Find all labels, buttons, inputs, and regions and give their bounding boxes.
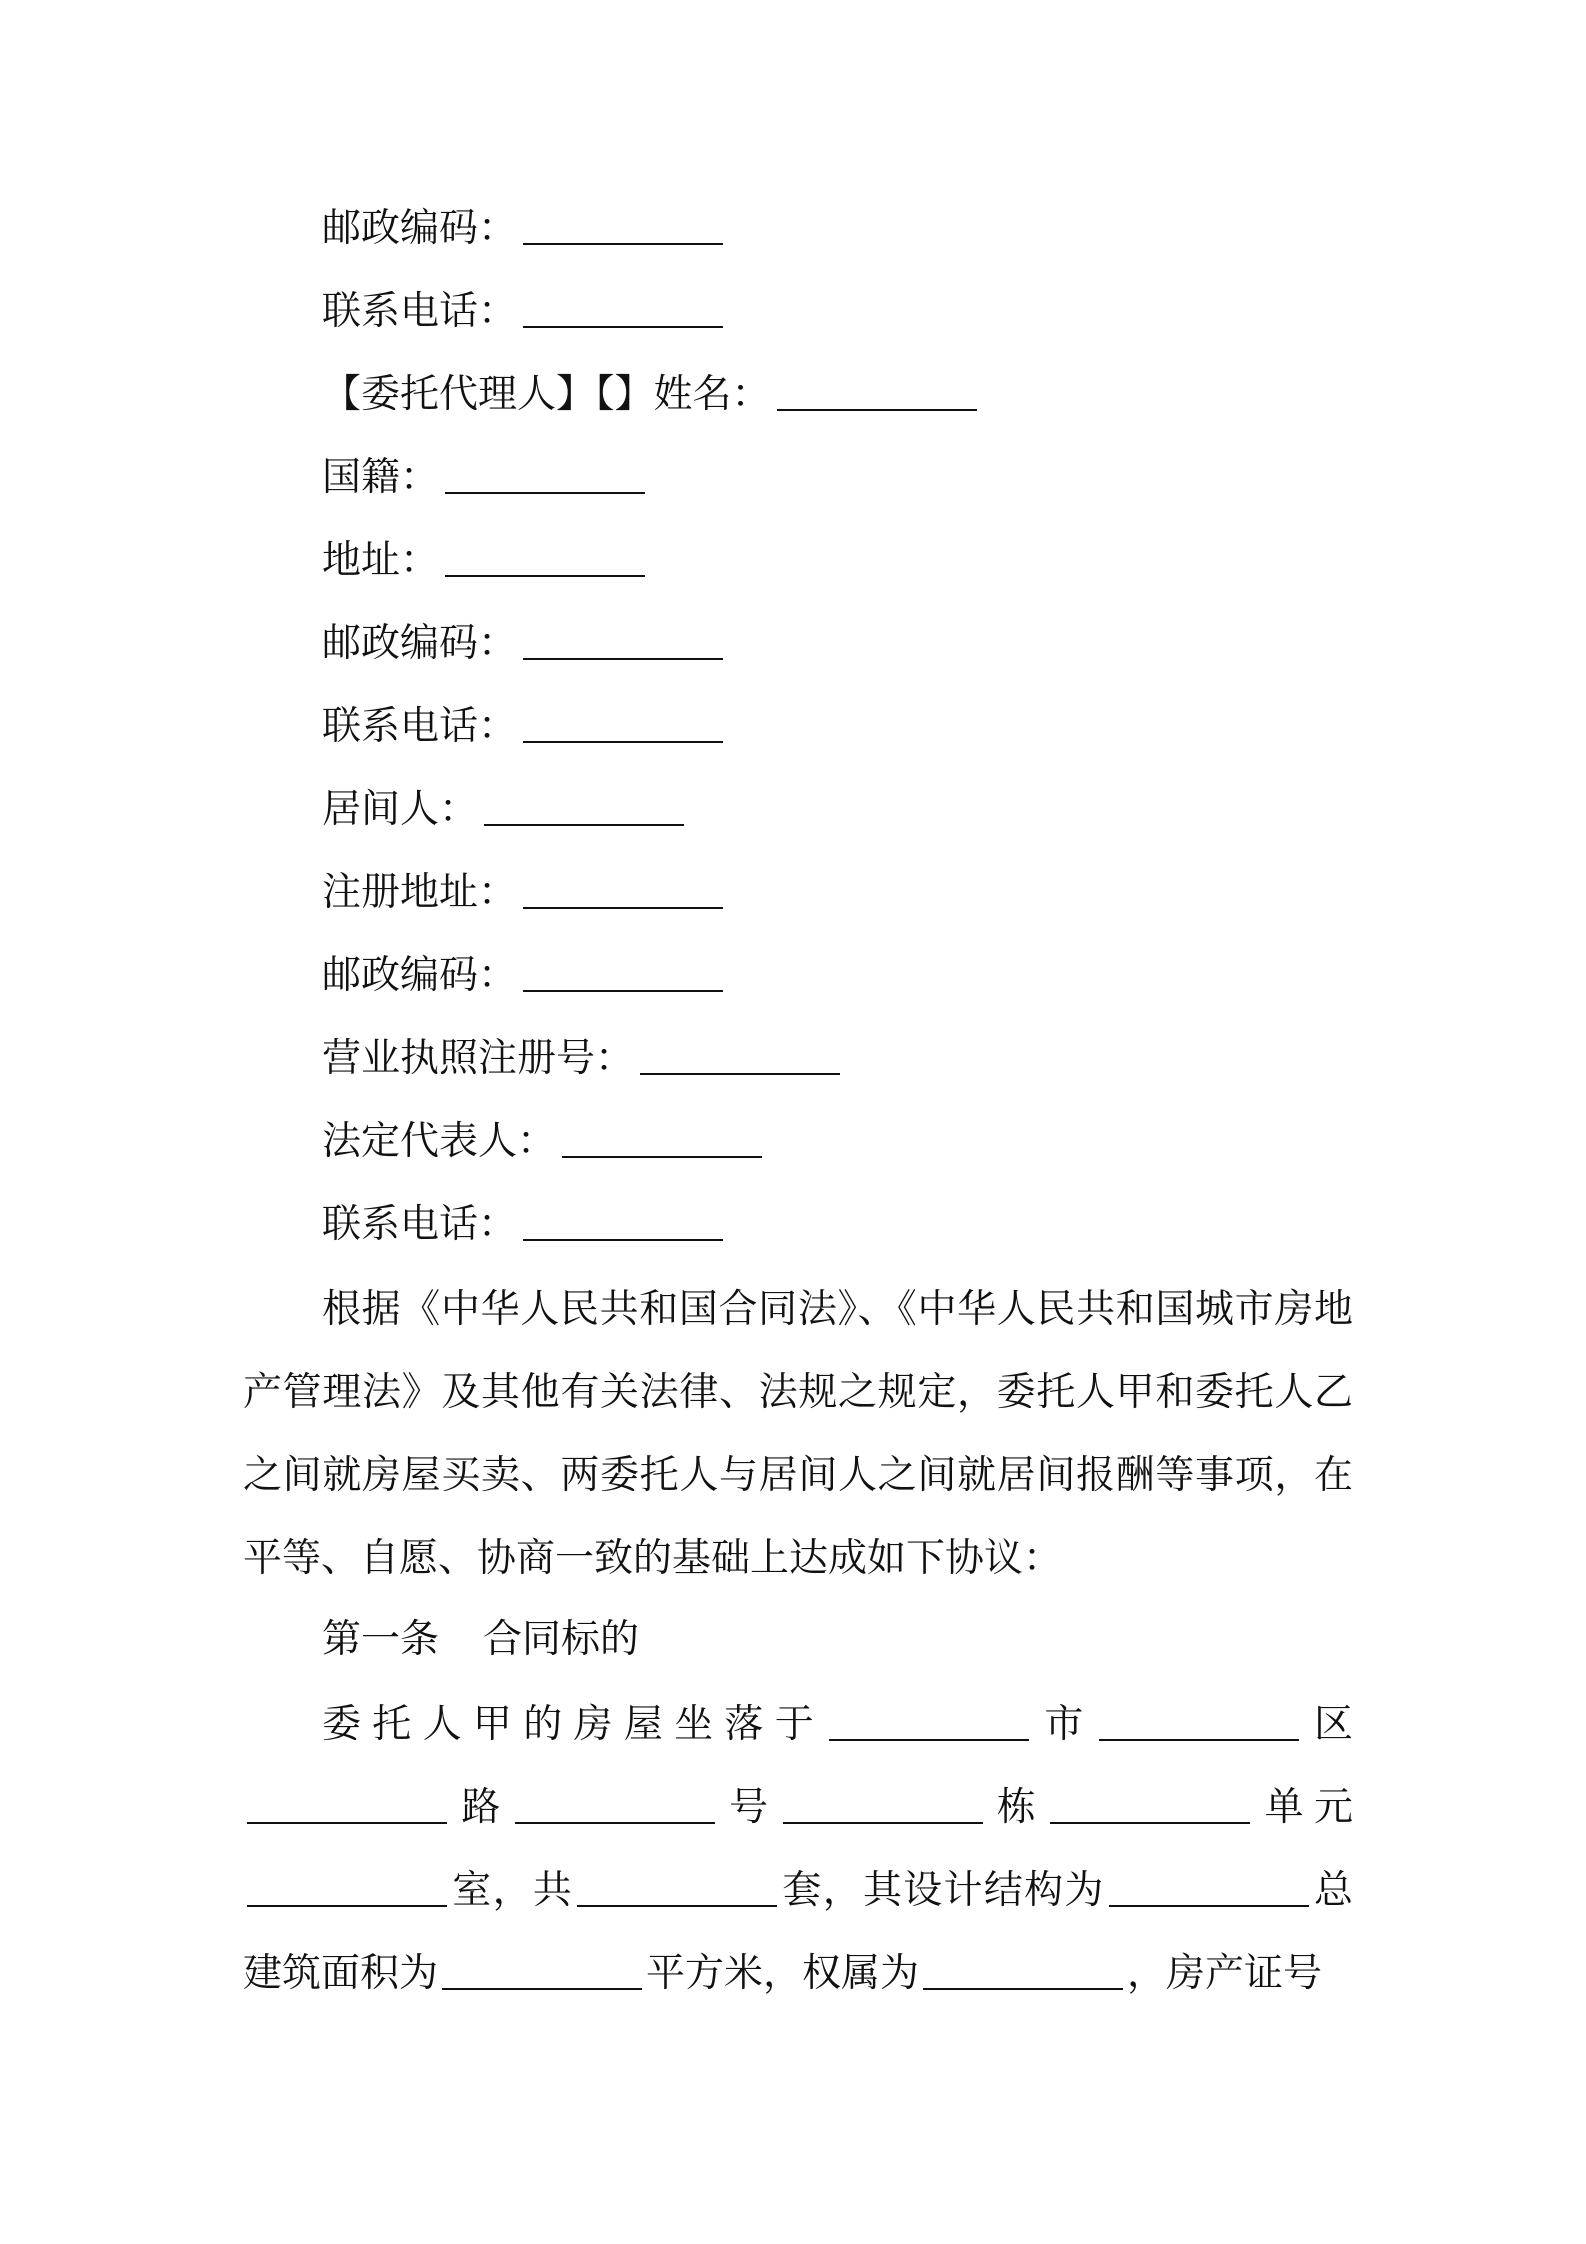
fill-blank[interactable]	[523, 873, 723, 909]
field-label: 地址：	[322, 538, 440, 583]
clause-text: 单元	[1254, 1785, 1353, 1830]
field-phone-1	[322, 288, 723, 336]
field-label: 【委托代理人】【】姓名：	[322, 372, 771, 417]
field-label: 国籍：	[322, 455, 440, 500]
fill-blank[interactable]	[783, 1788, 983, 1824]
fill-blank[interactable]	[640, 1039, 840, 1075]
field-label: 注册地址：	[322, 870, 518, 915]
fill-blank[interactable]	[523, 1205, 723, 1241]
clause-text: 套，其设计结构为	[781, 1868, 1105, 1913]
fill-blank[interactable]	[523, 292, 723, 328]
field-registered-address	[322, 869, 723, 917]
fill-blank[interactable]	[523, 956, 723, 992]
field-label: 法定代表人：	[322, 1119, 557, 1164]
clause-text: 栋	[986, 1785, 1047, 1830]
fill-blank[interactable]	[577, 1871, 777, 1907]
clause-paragraph	[243, 1683, 1353, 2015]
clause-text: 平方米，权属为	[646, 1951, 920, 1996]
field-phone-2	[322, 703, 723, 751]
article-number: 第一条	[322, 1617, 440, 1662]
field-label: 联系电话：	[322, 1202, 518, 1247]
clause-text: 号	[718, 1785, 779, 1830]
field-label: 邮政编码：	[322, 621, 518, 666]
fill-blank[interactable]	[562, 1122, 762, 1158]
field-address	[322, 537, 645, 585]
field-legal-representative	[322, 1118, 762, 1166]
fill-blank[interactable]	[523, 707, 723, 743]
clause-text: 市	[1033, 1702, 1095, 1747]
fill-blank[interactable]	[777, 375, 977, 411]
clause-text: 区	[1302, 1702, 1353, 1747]
field-business-license	[322, 1035, 840, 1083]
clause-text: 路	[451, 1785, 511, 1830]
fill-blank[interactable]	[923, 1954, 1123, 1990]
field-postal-code-3	[322, 952, 723, 1000]
clause-text: 委托人甲的房屋坐落于	[322, 1702, 826, 1747]
clause-text: ，房产证号	[1127, 1951, 1323, 1996]
article-title: 合同标的	[483, 1617, 640, 1662]
fill-blank[interactable]	[515, 1788, 715, 1824]
fill-blank[interactable]	[445, 541, 645, 577]
fill-blank[interactable]	[484, 790, 684, 826]
field-label: 邮政编码：	[322, 953, 518, 998]
clause-text: 总建筑面积为	[243, 1868, 1353, 1996]
article-heading	[322, 1616, 639, 1664]
fill-blank[interactable]	[1050, 1788, 1250, 1824]
field-nationality	[322, 454, 645, 502]
field-phone-3	[322, 1201, 723, 1249]
fill-blank[interactable]	[445, 458, 645, 494]
field-agent-name	[322, 371, 977, 419]
field-label: 居间人：	[322, 787, 479, 832]
field-label: 联系电话：	[322, 704, 518, 749]
field-postal-code-2	[322, 620, 723, 668]
field-label: 联系电话：	[322, 289, 518, 334]
field-postal-code-1	[322, 205, 723, 253]
fill-blank[interactable]	[829, 1705, 1029, 1741]
fill-blank[interactable]	[1099, 1705, 1299, 1741]
fill-blank[interactable]	[247, 1871, 447, 1907]
fill-blank[interactable]	[442, 1954, 642, 1990]
fill-blank[interactable]	[523, 209, 723, 245]
field-intermediary	[322, 786, 684, 834]
fill-blank[interactable]	[247, 1788, 447, 1824]
fill-blank[interactable]	[1109, 1871, 1309, 1907]
field-label: 邮政编码：	[322, 206, 518, 251]
intro-paragraph: 根据《中华人民共和国合同法》、《中华人民共和国城市房地产管理法》及其他有关法律、法规之规定，委托人甲和委托人乙之间就房屋买卖、两委托人与居间人之间就居间报酬等事项，在平等、自愿、协商一致的基础上达成如下协议：	[243, 1287, 1353, 1581]
field-label: 营业执照注册号：	[322, 1036, 635, 1081]
fill-blank[interactable]	[523, 624, 723, 660]
clause-text: 室，共	[451, 1868, 574, 1913]
